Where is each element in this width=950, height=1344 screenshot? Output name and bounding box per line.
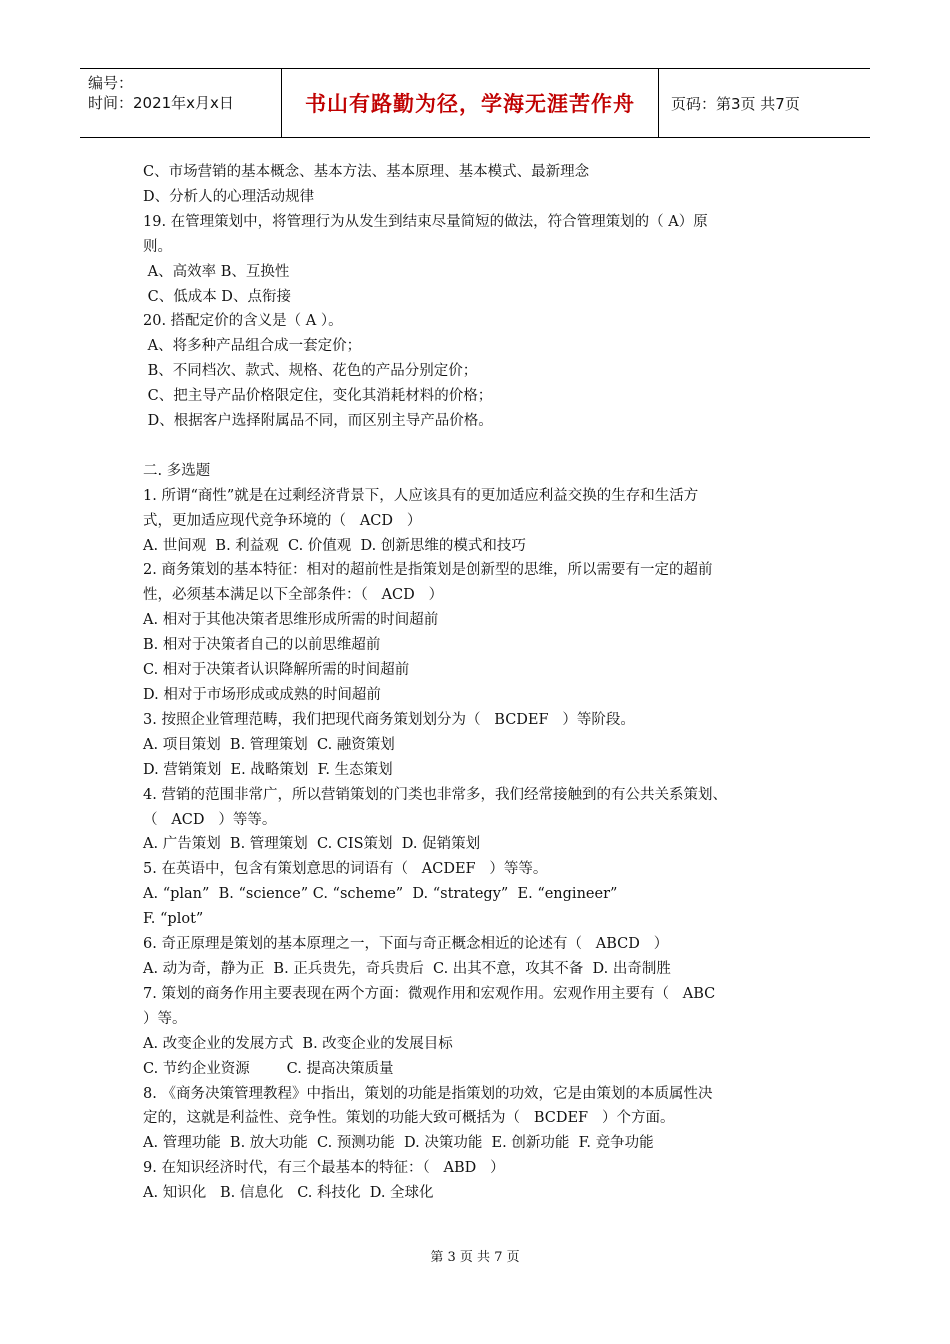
text-line: C. 节约企业资源 C. 提高决策质量 [143,1060,394,1077]
page-header [80,68,870,138]
text-line: 7. 策划的商务作用主要表现在两个方面：微观作用和宏观作用。宏观作用主要有（ ABC [143,985,716,1002]
text-line: A. 管理功能 B. 放大功能 C. 预测功能 D. 决策功能 E. 创新功能 F. 竞争功能 [143,1135,654,1152]
text-line: 6. 奇正原理是策划的基本原理之一，下面与奇正概念相近的论述有（ ABCD ） [143,936,669,953]
text-line: D、分析人的心理活动规律 [143,188,315,205]
text-line: D、根据客户选择附属品不同，而区别主导产品价格。 [143,413,493,430]
text-line: 8. 《商务决策管理教程》中指出，策划的功能是指策划的功效，它是由策划的本质属性决 [143,1085,713,1102]
text-line: 4. 营销的范围非常广，所以营销策划的门类也非常多，我们经常接触到的有公共关系策划、 [143,786,727,803]
text-line: A. 改变企业的发展方式 B. 改变企业的发展目标 [143,1035,453,1052]
document-number-label: 编号： [88,74,134,92]
text-line: A. 动为奇，静为正 B. 正兵贵先，奇兵贵后 C. 出其不意，攻其不备 D. 出奇制胜 [143,960,671,977]
text-line: A、将多种产品组合成一套定价； [143,338,362,355]
text-line: 19. 在管理策划中，将管理行为从发生到结束尽量简短的做法，符合管理策划的（ A）原 [143,213,708,230]
text-line: ）等。 [143,1010,187,1027]
text-line: 20. 搭配定价的含义是（ A ）。 [143,313,343,330]
text-line: A、高效率 B、互换性 [143,263,290,280]
text-line: 2. 商务策划的基本特征：相对的超前性是指策划是创新型的思维，所以需要有一定的超前 [143,562,713,579]
text-line: D. 营销策划 E. 战略策划 F. 生态策划 [143,761,393,778]
page-footer: 第 3 页 共 7 页 [430,1250,520,1265]
blank-line [143,434,813,459]
text-line: 则。 [143,238,172,255]
text-line: C、把主导产品价格限定住，变化其消耗材料的价格； [143,388,493,405]
text-line: A. 项目策划 B. 管理策划 C. 融资策划 [143,736,395,753]
text-line: D. 相对于市场形成或成熟的时间超前 [143,687,381,704]
text-line: 式，更加适应现代竞争环境的（ ACD ） [143,512,422,529]
text-line: （ ACD ）等等。 [143,811,277,828]
document-body [143,160,813,1206]
text-line: 定的，这就是利益性、竞争性。策划的功能大致可概括为（ BCDEF ）个方面。 [143,1110,675,1127]
text-line: 1. 所谓“商性”就是在过剩经济背景下，人应该具有的更加适应利益交换的生存和生活方 [143,487,699,504]
text-line: B. 相对于决策者自己的以前思维超前 [143,637,381,654]
text-line: F. “plot” [143,911,204,928]
text-line: 3. 按照企业管理范畴，我们把现代商务策划划分为（ BCDEF ）等阶段。 [143,711,635,728]
text-line: A. “plan” B. “science” C. “scheme” D. “strategy” E. “engineer” [143,886,618,903]
text-line: A. 知识化 B. 信息化 C. 科技化 D. 全球化 [143,1185,434,1202]
text-line: A. 相对于其他决策者思维形成所需的时间超前 [143,612,439,629]
header-page-indicator: 页码：第3页 共7页 [671,94,800,113]
header-motto: 书山有路勤为径，学海无涯苦作舟 [282,69,659,137]
text-line: A. 世间观 B. 利益观 C. 价值观 D. 创新思维的模式和技巧 [143,537,526,554]
text-line: C、低成本 D、点衔接 [143,288,291,305]
text-line: C. 相对于决策者认识降解所需的时间超前 [143,662,410,679]
text-line: 性，必须基本满足以下全部条件：（ ACD ） [143,587,444,604]
text-line: 5. 在英语中，包含有策划意思的词语有（ ACDEF ）等等。 [143,861,548,878]
text-line: A. 广告策划 B. 管理策划 C. CIS策划 D. 促销策划 [143,836,481,853]
text-line: B、不同档次、款式、规格、花色的产品分别定价； [143,363,478,380]
document-date-label: 时间：2021年x月x日 [88,94,234,112]
text-line: C、市场营销的基本概念、基本方法、基本原理、基本模式、最新理念 [143,164,590,180]
header-meta [80,69,282,137]
text-line: 9. 在知识经济时代，有三个最基本的特征：（ ABD ） [143,1160,505,1177]
text-line: 二. 多选题 [143,462,211,479]
